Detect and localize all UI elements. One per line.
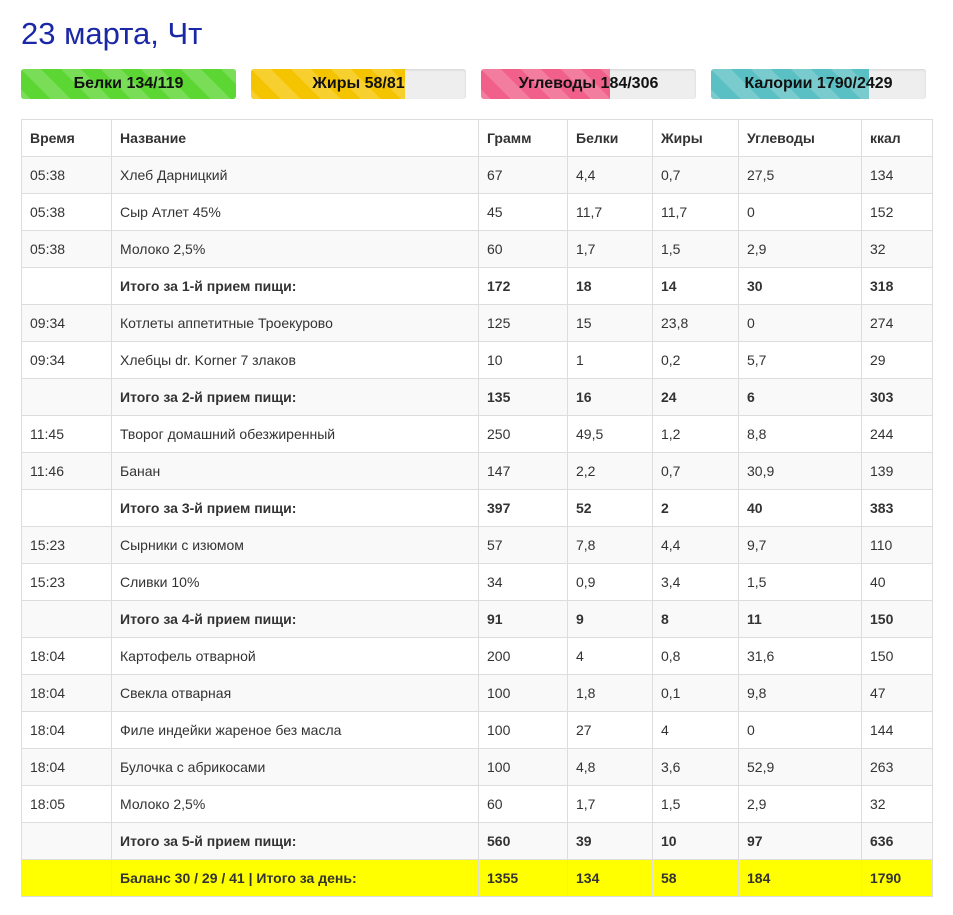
cell-name: Хлебцы dr. Korner 7 злаков xyxy=(112,342,479,379)
fat-progress-bar xyxy=(251,69,466,99)
cell-protein: 15 xyxy=(568,305,653,342)
protein-progress-bar xyxy=(21,69,236,99)
cell-name: Сырники с изюмом xyxy=(112,527,479,564)
cell-carbs: 6 xyxy=(739,379,862,416)
cell-grams: 147 xyxy=(479,453,568,490)
cell-time xyxy=(22,379,112,416)
cell-carbs: 97 xyxy=(739,823,862,860)
cell-name: Молоко 2,5% xyxy=(112,231,479,268)
cell-carbs: 5,7 xyxy=(739,342,862,379)
cell-time: 05:38 xyxy=(22,194,112,231)
cell-carbs: 1,5 xyxy=(739,564,862,601)
cell-fat: 1,5 xyxy=(653,786,739,823)
cell-protein: 52 xyxy=(568,490,653,527)
cell-grams: 397 xyxy=(479,490,568,527)
cell-time: 09:34 xyxy=(22,342,112,379)
cell-kcal: 32 xyxy=(862,231,933,268)
protein-progress-label: Белки 134/119 xyxy=(73,75,184,92)
cell-grams: 60 xyxy=(479,786,568,823)
cell-kcal: 274 xyxy=(862,305,933,342)
table-row xyxy=(22,416,933,453)
column-header-time: Время xyxy=(22,120,112,157)
cell-grams: 67 xyxy=(479,157,568,194)
cell-name: Банан xyxy=(112,453,479,490)
cell-fat: 14 xyxy=(653,268,739,305)
cell-fat: 1,2 xyxy=(653,416,739,453)
cell-carbs: 2,9 xyxy=(739,786,862,823)
cell-kcal: 144 xyxy=(862,712,933,749)
cell-carbs: 2,9 xyxy=(739,231,862,268)
cell-protein: 1,7 xyxy=(568,231,653,268)
cell-fat: 8 xyxy=(653,601,739,638)
cell-kcal: 1790 xyxy=(862,860,933,897)
cell-grams: 135 xyxy=(479,379,568,416)
cell-fat: 4 xyxy=(653,712,739,749)
cell-carbs: 40 xyxy=(739,490,862,527)
cell-name: Картофель отварной xyxy=(112,638,479,675)
cell-kcal: 383 xyxy=(862,490,933,527)
cell-protein: 1,7 xyxy=(568,786,653,823)
cell-kcal: 318 xyxy=(862,268,933,305)
meal-subtotal-row xyxy=(22,823,933,860)
cell-kcal: 134 xyxy=(862,157,933,194)
cell-name: Хлеб Дарницкий xyxy=(112,157,479,194)
cell-grams: 100 xyxy=(479,712,568,749)
table-row xyxy=(22,342,933,379)
table-row xyxy=(22,564,933,601)
cell-kcal: 244 xyxy=(862,416,933,453)
cell-name: Булочка с абрикосами xyxy=(112,749,479,786)
nutrition-progress-bars xyxy=(21,69,931,99)
cell-protein: 4,8 xyxy=(568,749,653,786)
meal-subtotal-row xyxy=(22,268,933,305)
cell-time: 18:05 xyxy=(22,786,112,823)
cell-protein: 7,8 xyxy=(568,527,653,564)
cell-fat: 0,1 xyxy=(653,675,739,712)
cell-name: Баланс 30 / 29 / 41 | Итого за день: xyxy=(112,860,479,897)
cell-time: 15:23 xyxy=(22,564,112,601)
cell-carbs: 9,7 xyxy=(739,527,862,564)
cell-kcal: 40 xyxy=(862,564,933,601)
cell-time: 18:04 xyxy=(22,749,112,786)
cell-fat: 58 xyxy=(653,860,739,897)
cell-grams: 34 xyxy=(479,564,568,601)
cell-grams: 250 xyxy=(479,416,568,453)
table-row xyxy=(22,305,933,342)
cell-name: Итого за 1-й прием пищи: xyxy=(112,268,479,305)
cell-protein: 39 xyxy=(568,823,653,860)
cell-protein: 49,5 xyxy=(568,416,653,453)
cell-time: 11:46 xyxy=(22,453,112,490)
cell-kcal: 32 xyxy=(862,786,933,823)
cell-fat: 4,4 xyxy=(653,527,739,564)
cell-grams: 45 xyxy=(479,194,568,231)
cell-time: 18:04 xyxy=(22,638,112,675)
cell-carbs: 0 xyxy=(739,712,862,749)
cell-time: 05:38 xyxy=(22,157,112,194)
table-row xyxy=(22,194,933,231)
cell-kcal: 29 xyxy=(862,342,933,379)
table-row xyxy=(22,527,933,564)
cell-protein: 0,9 xyxy=(568,564,653,601)
cell-name: Филе индейки жареное без масла xyxy=(112,712,479,749)
table-row xyxy=(22,157,933,194)
table-header-row xyxy=(22,120,933,157)
cell-grams: 100 xyxy=(479,749,568,786)
food-log-table xyxy=(21,119,933,897)
cell-carbs: 30 xyxy=(739,268,862,305)
cell-time: 05:38 xyxy=(22,231,112,268)
cell-carbs: 0 xyxy=(739,194,862,231)
cell-fat: 24 xyxy=(653,379,739,416)
cell-carbs: 30,9 xyxy=(739,453,862,490)
cell-name: Итого за 2-й прием пищи: xyxy=(112,379,479,416)
cell-carbs: 27,5 xyxy=(739,157,862,194)
cell-name: Молоко 2,5% xyxy=(112,786,479,823)
cell-fat: 0,7 xyxy=(653,453,739,490)
cell-protein: 9 xyxy=(568,601,653,638)
cell-name: Сыр Атлет 45% xyxy=(112,194,479,231)
cell-fat: 3,6 xyxy=(653,749,739,786)
column-header-kcal: ккал xyxy=(862,120,933,157)
cell-name: Сливки 10% xyxy=(112,564,479,601)
cell-fat: 3,4 xyxy=(653,564,739,601)
cell-protein: 16 xyxy=(568,379,653,416)
cell-kcal: 150 xyxy=(862,601,933,638)
table-row xyxy=(22,749,933,786)
carbs-progress-bar xyxy=(481,69,696,99)
calories-progress-bar xyxy=(711,69,926,99)
cell-name: Свекла отварная xyxy=(112,675,479,712)
cell-fat: 11,7 xyxy=(653,194,739,231)
table-row xyxy=(22,675,933,712)
cell-fat: 23,8 xyxy=(653,305,739,342)
cell-fat: 1,5 xyxy=(653,231,739,268)
fat-progress-label: Жиры 58/81 xyxy=(312,75,405,92)
cell-grams: 172 xyxy=(479,268,568,305)
cell-time: 09:34 xyxy=(22,305,112,342)
cell-grams: 100 xyxy=(479,675,568,712)
cell-kcal: 636 xyxy=(862,823,933,860)
cell-time xyxy=(22,601,112,638)
cell-time xyxy=(22,490,112,527)
cell-time xyxy=(22,823,112,860)
cell-fat: 0,8 xyxy=(653,638,739,675)
cell-carbs: 184 xyxy=(739,860,862,897)
cell-time xyxy=(22,860,112,897)
cell-fat: 0,2 xyxy=(653,342,739,379)
meal-subtotal-row xyxy=(22,379,933,416)
cell-protein: 1,8 xyxy=(568,675,653,712)
column-header-name: Название xyxy=(112,120,479,157)
cell-protein: 18 xyxy=(568,268,653,305)
cell-carbs: 11 xyxy=(739,601,862,638)
cell-time: 18:04 xyxy=(22,675,112,712)
cell-kcal: 263 xyxy=(862,749,933,786)
cell-kcal: 150 xyxy=(862,638,933,675)
cell-fat: 10 xyxy=(653,823,739,860)
cell-carbs: 52,9 xyxy=(739,749,862,786)
table-row xyxy=(22,786,933,823)
cell-grams: 10 xyxy=(479,342,568,379)
table-row xyxy=(22,712,933,749)
daily-total-row xyxy=(22,860,933,897)
cell-time: 11:45 xyxy=(22,416,112,453)
cell-grams: 91 xyxy=(479,601,568,638)
cell-protein: 1 xyxy=(568,342,653,379)
cell-kcal: 139 xyxy=(862,453,933,490)
calories-progress-label: Калории 1790/2429 xyxy=(744,75,893,92)
cell-protein: 134 xyxy=(568,860,653,897)
cell-carbs: 8,8 xyxy=(739,416,862,453)
carbs-progress-label: Углеводы 184/306 xyxy=(518,75,659,92)
cell-grams: 560 xyxy=(479,823,568,860)
meal-subtotal-row xyxy=(22,490,933,527)
cell-name: Итого за 4-й прием пищи: xyxy=(112,601,479,638)
cell-grams: 60 xyxy=(479,231,568,268)
cell-time: 15:23 xyxy=(22,527,112,564)
cell-kcal: 47 xyxy=(862,675,933,712)
cell-name: Творог домашний обезжиренный xyxy=(112,416,479,453)
column-header-grams: Грамм xyxy=(479,120,568,157)
cell-kcal: 110 xyxy=(862,527,933,564)
column-header-protein: Белки xyxy=(568,120,653,157)
cell-carbs: 9,8 xyxy=(739,675,862,712)
cell-time xyxy=(22,268,112,305)
cell-protein: 11,7 xyxy=(568,194,653,231)
column-header-fat: Жиры xyxy=(653,120,739,157)
cell-kcal: 152 xyxy=(862,194,933,231)
meal-subtotal-row xyxy=(22,601,933,638)
cell-protein: 4 xyxy=(568,638,653,675)
page-title: 23 марта, Чт xyxy=(21,16,203,51)
cell-time: 18:04 xyxy=(22,712,112,749)
cell-protein: 2,2 xyxy=(568,453,653,490)
cell-grams: 57 xyxy=(479,527,568,564)
cell-grams: 200 xyxy=(479,638,568,675)
cell-protein: 27 xyxy=(568,712,653,749)
cell-grams: 125 xyxy=(479,305,568,342)
table-body xyxy=(22,157,933,897)
cell-name: Итого за 3-й прием пищи: xyxy=(112,490,479,527)
cell-name: Итого за 5-й прием пищи: xyxy=(112,823,479,860)
table-row xyxy=(22,638,933,675)
cell-fat: 0,7 xyxy=(653,157,739,194)
cell-protein: 4,4 xyxy=(568,157,653,194)
cell-kcal: 303 xyxy=(862,379,933,416)
cell-carbs: 0 xyxy=(739,305,862,342)
table-row xyxy=(22,453,933,490)
cell-grams: 1355 xyxy=(479,860,568,897)
cell-name: Котлеты аппетитные Троекурово xyxy=(112,305,479,342)
column-header-carbs: Углеводы xyxy=(739,120,862,157)
table-row xyxy=(22,231,933,268)
cell-carbs: 31,6 xyxy=(739,638,862,675)
cell-fat: 2 xyxy=(653,490,739,527)
